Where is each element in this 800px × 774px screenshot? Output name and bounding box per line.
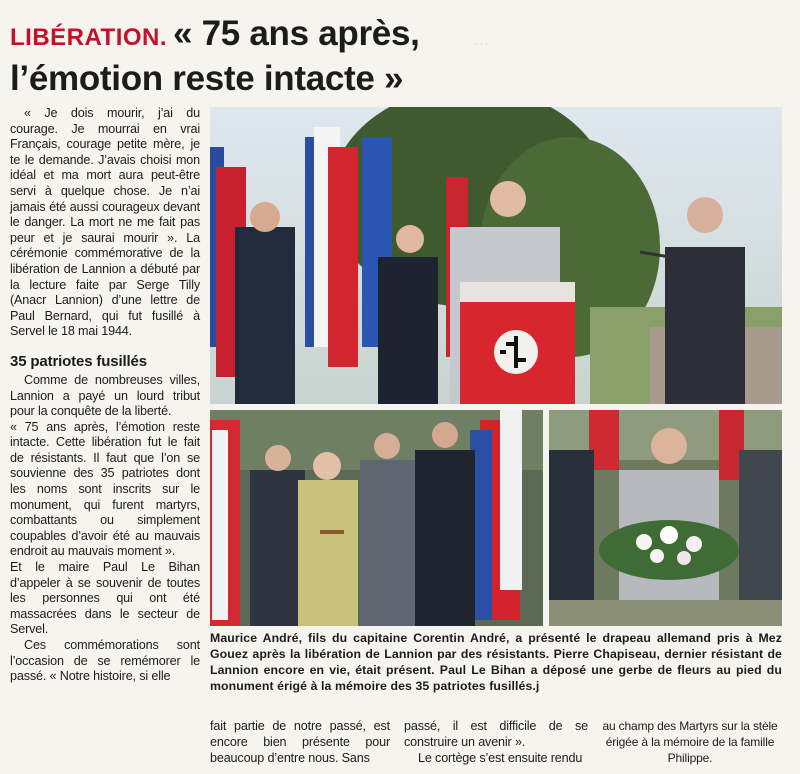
headline-line1: « 75 ans après, [173,14,420,53]
article-paragraph: « Je dois mourir, j’ai du courage. Je mourrai en vrai Français, courage petite mère, je te le demande. J’avais choisi mon idéal et ma mort aura peut-être servi à quelque chose. Je n’ai jamais été aussi courageux devant le danger. La mort ne me fait pas peur et je saurai mourir ». La cérémonie commémorative de la libération de Lannion a débuté par la lecture faite par Serge Tilly (Anacr Lannion) d’une lettre de Paul Bernard, qui fut fusillé à Servel le 18 mai 1944. [10,106,200,339]
bleed-through-text: ... [474,28,489,50]
article-paragraph: « 75 ans après, l’émotion reste intacte. Cette libération fut le fait de résistants. Il faut que l’on se souvienne des 35 patriotes dont les noms sont inscrits sur le monument, qui furent martyrs, combattants ou simplement coupables d’avoir été au mauvais endroit au mauvais moment ». [10,419,200,559]
article-paragraph: Comme de nombreuses villes, Lannion a payé un lourd tribut pour la conquête de la liberté. [10,372,200,419]
headline [10,14,570,100]
article-paragraph: Ces commémorations sont l’occasion de se remémorer le passé. « Notre histoire, si elle [10,638,200,684]
headline-line2: l’émotion reste intacte » [10,59,404,98]
article-paragraph: Et le maire Paul Le Bihan d’appeler à se souvenir de toutes les personnes qui ont été massacrées dans le secteur de Servel. [10,560,200,637]
article-paragraph: passé, il est difficile de se construire un avenir ». [404,719,588,749]
article-column-2 [210,718,390,766]
article-column-3 [404,718,588,766]
article-column-1 [10,106,200,685]
article-column-4 [598,718,782,766]
article-paragraph: au champ des Martyrs sur la stèle érigée à la mémoire de la famille Philippe. [602,719,778,765]
article-paragraph: fait partie de notre passé, est encore bien présente pour beaucoup d’entre nous. Sans [210,719,390,765]
photo-caption: Maurice André, fils du capitaine Corentin André, a présenté le drapeau allemand pris à Mez Gouez après la libération de Lannion par des résistants. Pierre Chapiseau, dernier résistant de Lannion encore en vie, était présent. Paul Le Bihan a déposé une gerbe de fleurs au pied du monument érigé à la mémoire des 35 patriotes fusillés.j [210,631,782,693]
article-paragraph: Le cortège s’est ensuite rendu [418,751,583,765]
photo-ceremony-flag-presentation [210,107,782,404]
photo-veterans-and-officials [210,410,543,626]
headline-kicker: LIBÉRATION. [10,24,168,51]
article-subhead: 35 patriotes fusillés [10,352,147,370]
photo-wreath-laying [549,410,782,626]
